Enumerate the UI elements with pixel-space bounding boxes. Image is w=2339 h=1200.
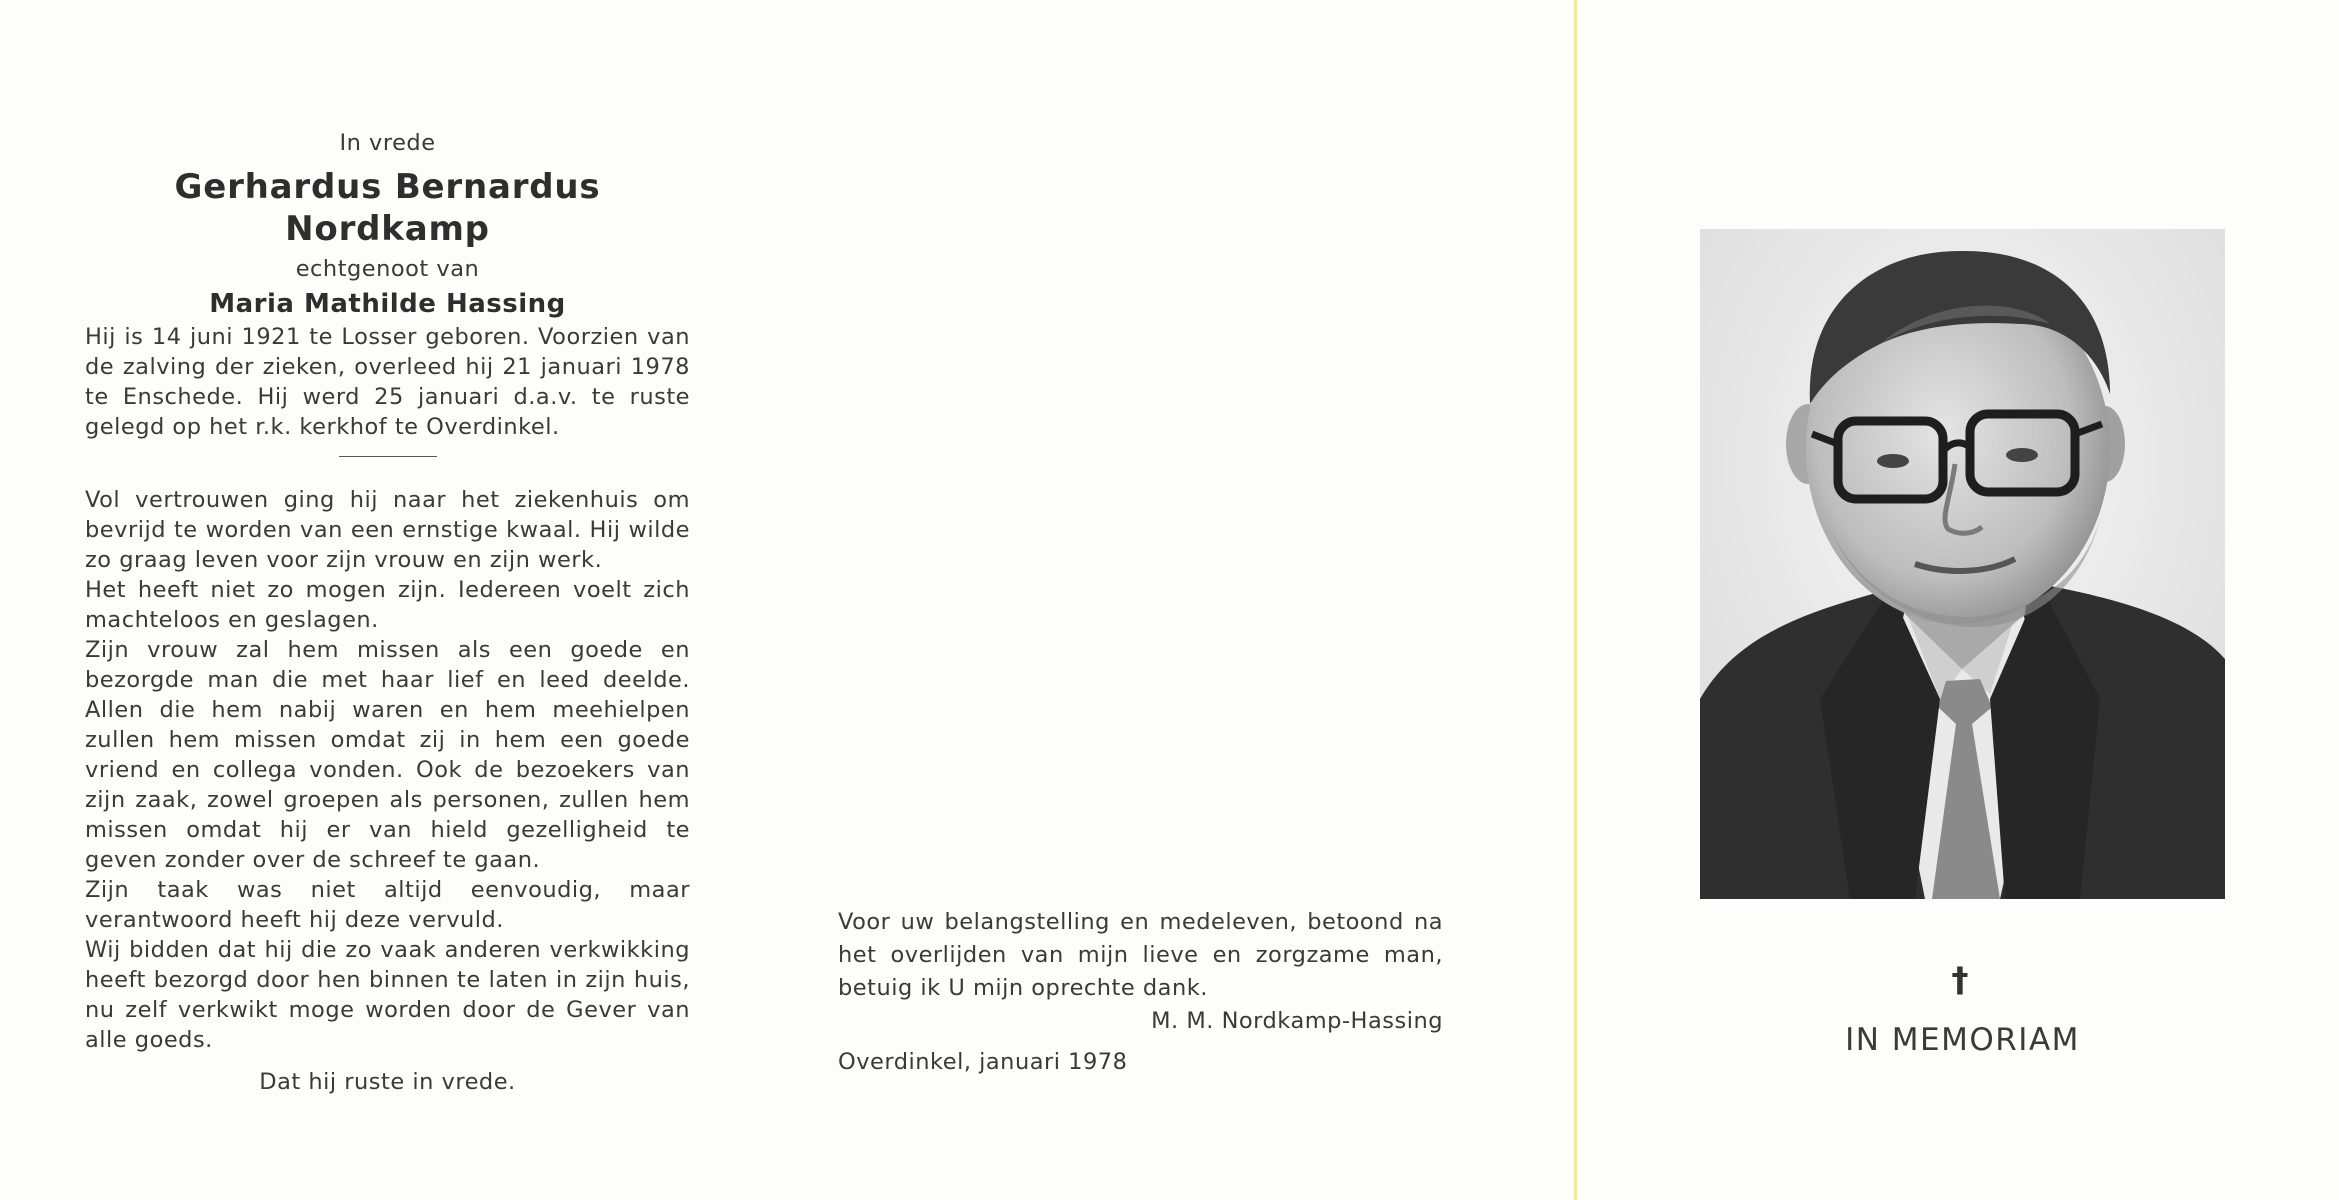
thanks-paragraph: Voor uw belangstelling en medeleven, betoond na het overlijden van mijn lieve en zorgzame man, betuig ik U mijn oprechte dank. xyxy=(838,909,1443,1001)
biography-paragraph: Hij is 14 juni 1921 te Losser geboren. Voorzien van de zalving der zieken, overleed hij 21 januari 1978 te Enschede. Hij werd 25 januari d.a.v. te ruste gelegd op het r.k. kerkhof te Overdinkel. xyxy=(85,324,690,440)
place-date: Overdinkel, januari 1978 xyxy=(838,1049,1128,1075)
in-memoriam-title: IN MEMORIAM xyxy=(1845,1022,2080,1058)
text-paragraph: Zijn vrouw zal hem missen als een goede en bezorgde man die met haar lief en leed deelde. Allen die hem nabij waren en hem meehielpen zullen hem missen omdat zij in hem een goede vriend en collega vonden. Ook de bezoekers van zijn zaak, zowel groepen als personen, zullen hem missen omdat hij er van hield gezelligheid te geven zonder over de schreef te gaan. xyxy=(85,637,690,873)
closing-line: Dat hij ruste in vrede. xyxy=(259,1069,516,1095)
spouse-intro: echtgenoot van xyxy=(295,256,480,282)
text-paragraph: Wij bidden dat hij die zo vaak anderen verkwikking heeft bezorgd door hen binnen te laten in zijn huis, nu zelf verkwikt moge worden door de Gever van alle goeds. xyxy=(85,937,690,1053)
spouse-name: Maria Mathilde Hassing xyxy=(209,289,566,319)
signature: M. M. Nordkamp-Hassing xyxy=(1151,1008,1443,1034)
portrait-photo xyxy=(1700,229,2225,899)
text-paragraph: Vol vertrouwen ging hij naar het ziekenhuis om bevrijd te worden van een ernstige kwaal. Hij wilde zo graag leven voor zijn vrouw en zijn werk. xyxy=(85,487,690,573)
text-paragraph: Zijn taak was niet altijd eenvoudig, maar verantwoord heeft hij deze vervuld. xyxy=(85,877,690,933)
portrait-illustration xyxy=(1700,229,2225,899)
divider xyxy=(339,456,437,457)
text-paragraph: Het heeft niet zo mogen zijn. Iedereen voelt zich machteloos en geslagen. xyxy=(85,577,690,633)
cross-icon: † xyxy=(1951,960,1969,1000)
thanks-column xyxy=(838,906,1443,1079)
deceased-name: Gerhardus Bernardus Nordkamp xyxy=(174,167,601,249)
memorial-text-column xyxy=(85,128,690,1097)
fold-line xyxy=(1574,0,1577,1200)
in-vrede-heading: In vrede xyxy=(339,130,436,156)
